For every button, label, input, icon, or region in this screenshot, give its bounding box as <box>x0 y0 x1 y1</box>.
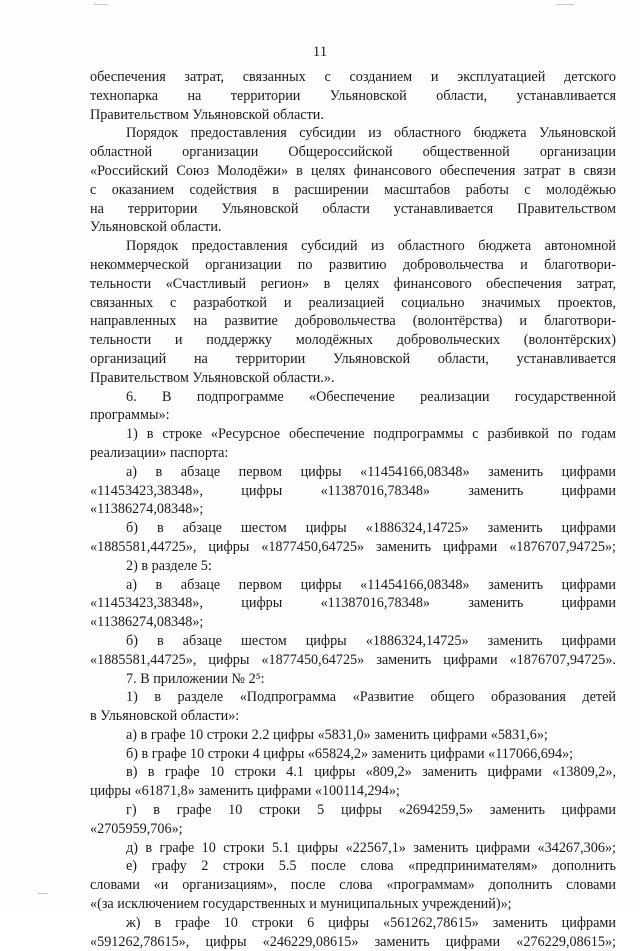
text-line: программы»: <box>90 407 170 424</box>
text-line: Порядок предоставления субсидий из областного бюджета автономной <box>126 238 616 255</box>
text-line: «2705959,706»; <box>90 820 183 837</box>
text-line: «1885581,44725», цифры «1877450,64725» заменить цифрами «1876707,94725». <box>90 651 616 668</box>
page-number: 11 <box>312 44 328 60</box>
text-line: г) в графе 10 строки 5 цифры «2694259,5» заменить цифрами <box>126 802 616 819</box>
text-line: с оказанием содействия в расширении масштабов работы с молодёжью <box>90 181 616 198</box>
text-line: б) в графе 10 строки 4 цифры «65824,2» заменить цифрами «117066,694»; <box>126 745 574 762</box>
text-line: Правительством Ульяновской области.». <box>90 369 335 386</box>
text-line: словами «и организациям», после слова «программам» дополнить словами <box>90 877 616 894</box>
text-line: Ульяновской области. <box>90 219 222 236</box>
text-line: на территории Ульяновской области устанавливается Правительством <box>90 200 616 217</box>
text-line: 1) в разделе «Подпрограмма «Развитие общего образования детей <box>126 689 616 706</box>
text-line: направленных на развитие добровольчества (волонтёрства) и благотвори- <box>90 313 616 330</box>
text-line: Правительством Ульяновской области. <box>90 106 324 123</box>
text-line: тельности и поддержку молодёжных добровольческих (волонтёрских) <box>90 332 616 349</box>
text-line: д) в графе 10 строки 5.1 цифры «22567,1» заменить цифрами «34267,306»; <box>126 839 616 856</box>
text-line: тельности «Счастливый регион» в целях финансового обеспечения затрат, <box>90 275 616 292</box>
scan-edge-mark <box>556 4 574 5</box>
text-line: реализации» паспорта: <box>90 444 229 461</box>
scan-edge-mark <box>94 4 108 5</box>
text-line: б) в абзаце шестом цифры «1886324,14725» заменить цифрами <box>126 520 616 537</box>
text-line: 2) в разделе 5: <box>126 557 212 574</box>
scan-edge-mark <box>38 893 48 894</box>
text-line: «(за исключением государственных и муниципальных учреждений)»; <box>90 896 512 913</box>
text-line: а) в абзаце первом цифры «11454166,08348» заменить цифрами <box>126 463 616 480</box>
text-line: областной организации Общероссийской общественной организации <box>90 144 616 161</box>
text-line: технопарка на территории Ульяновской области, устанавливается <box>90 87 616 104</box>
text-line: Порядок предоставления субсидии из областного бюджета Ульяновской <box>126 125 616 142</box>
text-line: «1885581,44725», цифры «1877450,64725» заменить цифрами «1876707,94725»; <box>90 538 616 555</box>
text-line: «591262,78615», цифры «246229,08615» заменить цифрами «276229,08615»; <box>90 933 616 950</box>
text-line: 7. В приложении № 2⁵: <box>126 670 265 687</box>
text-line: в) в графе 10 строки 4.1 цифры «809,2» заменить цифрами «13809,2», <box>126 764 616 781</box>
text-line: некоммерческой организации по развитию добровольчества и благотвори- <box>90 256 616 273</box>
text-line: «Российский Союз Молодёжи» в целях финансового обеспечения затрат в связи <box>90 162 616 179</box>
text-line: «11386274,08348»; <box>90 614 204 631</box>
text-line: а) в графе 10 строки 2.2 цифры «5831,0» заменить цифрами «5831,6»; <box>126 726 548 743</box>
text-line: организаций на территории Ульяновской области, устанавливается <box>90 350 616 367</box>
text-line: б) в абзаце шестом цифры «1886324,14725» заменить цифрами <box>126 632 616 649</box>
text-line: «11453423,38348», цифры «11387016,78348» заменить цифрами <box>90 482 616 499</box>
text-line: связанных с разработкой и реализацией социально значимых проектов, <box>90 294 616 311</box>
text-line: ж) в графе 10 строки 6 цифры «561262,78615» заменить цифрами <box>126 914 616 931</box>
text-line: а) в абзаце первом цифры «11454166,08348» заменить цифрами <box>126 576 616 593</box>
text-line: 6. В подпрограмме «Обеспечение реализации государственной <box>126 388 616 405</box>
text-line: «11386274,08348»; <box>90 501 204 518</box>
document-body <box>90 68 616 951</box>
text-line: 1) в строке «Ресурсное обеспечение подпрограммы с разбивкой по годам <box>126 426 616 443</box>
text-line: обеспечения затрат, связанных с созданием и эксплуатацией детского <box>90 69 616 85</box>
text-line: цифры «61871,8» заменить цифрами «100114,294»; <box>90 783 400 800</box>
text-line: е) графу 2 строки 5.5 после слова «предпринимателям» дополнить <box>126 858 616 875</box>
text-line: в Ульяновской области»: <box>90 708 240 725</box>
text-line: «11453423,38348», цифры «11387016,78348» заменить цифрами <box>90 595 616 612</box>
